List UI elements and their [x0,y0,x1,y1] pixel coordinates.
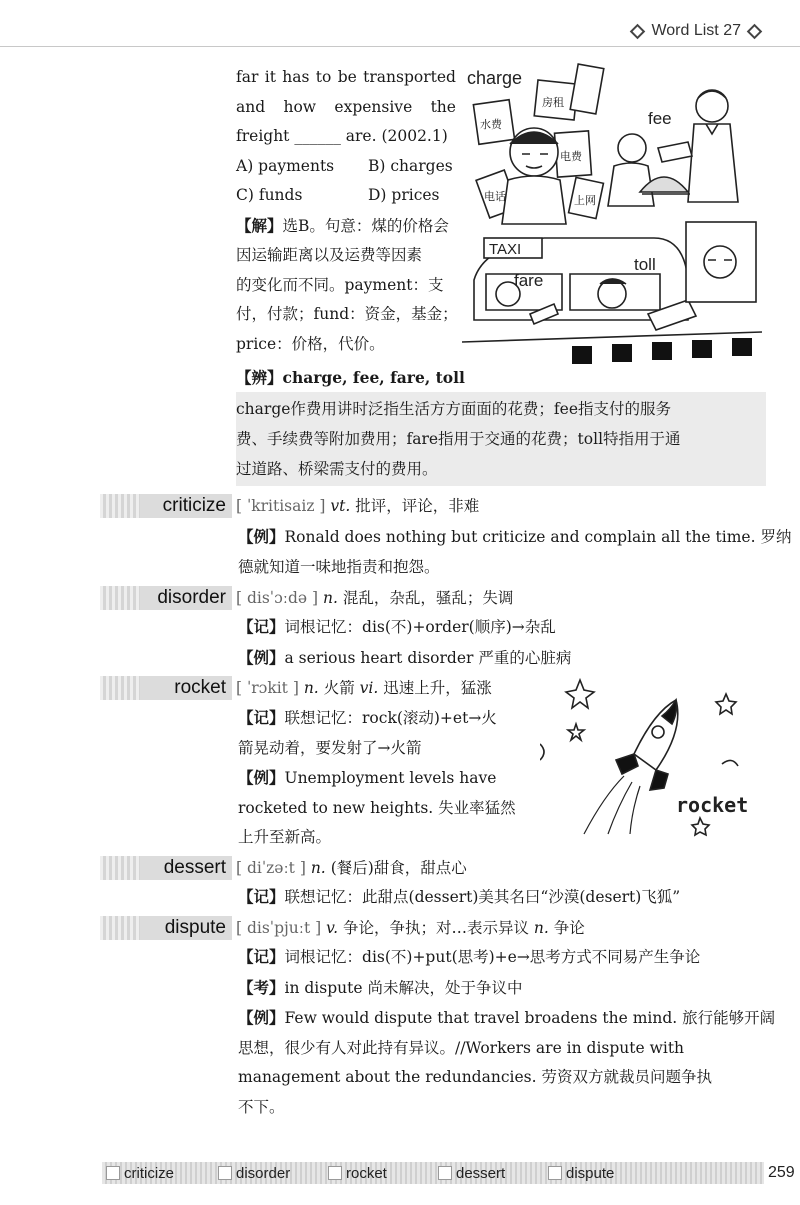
footer-item-dessert: dessert [438,1162,505,1184]
footer-item-disorder: disorder [218,1162,290,1184]
checkbox-icon [328,1166,342,1180]
phonetic: [ disˈpjuːt ] [236,919,322,937]
star-icon [716,694,736,714]
entry-disorder-body: 【记】词根记忆：dis(不)+order(顺序)→杂乱 【例】a serious heart disorder 严重的心脏病 [238,617,572,667]
entry-dispute-header [236,916,585,940]
question-line-1: far it has to be transported [236,68,456,86]
checkbox-icon [106,1166,120,1180]
illus-label-fare: fare [514,271,544,290]
headword-disorder: disorder [100,586,232,610]
phonetic: [ ˈkritisaiz ] [236,497,326,515]
rocket-window [652,726,664,738]
rocket-image-label: rocket [676,793,749,817]
entry-criticize-example: 【例】Ronald does nothing but criticize and complain all the time. 罗纳 德就知道一味地指责和抱怨。 [238,527,792,576]
options-row-2 [236,181,456,211]
question-line-3: freight ______ are. (2002.1) [236,127,448,145]
fees-illustration [462,62,762,368]
entry-criticize-header [236,494,479,518]
part-of-speech: n. [310,859,326,877]
options-row-1 [236,152,456,182]
option-c: C) funds [236,186,303,204]
explanation-line-1: 【解】选B。句意：煤的价格会 [236,215,449,235]
entry-rocket-header [236,676,492,700]
sign-rent: 房租 [542,96,564,109]
definition: 争论，争执；对…表示异议 [342,919,529,937]
comparison-title: 【辨】charge, fee, fare, toll [236,368,465,387]
headword-rocket: rocket [100,676,232,700]
driver-head [598,280,626,308]
phonetic: [ diˈzəːt ] [236,859,306,877]
rocket-fin [650,770,668,790]
toll-collector-head [704,246,736,278]
part-of-speech: n. [322,589,338,607]
star-icon [692,818,709,835]
sign-electric: 电费 [560,150,582,163]
sign-internet: 上网 [574,194,596,207]
option-b: B) charges [368,156,453,175]
definition: 火箭 [323,679,355,697]
diamond-icon [630,23,646,39]
comparison-line-3: 过道路、桥梁需支付的费用。 [236,460,438,478]
checkbox-icon [548,1166,562,1180]
headword-dessert: dessert [100,856,232,880]
part-of-speech: vi. [359,679,379,697]
phonetic: [ disˈɔːdə ] [236,589,319,607]
footer-item-dispute: dispute [548,1162,614,1184]
entry-dessert-body: 【记】联想记忆：此甜点(dessert)美其名曰“沙漠(desert)飞狐” [238,887,681,906]
footer-item-criticize: criticize [106,1162,174,1184]
part-of-speech: v. [326,919,339,937]
explanation-line-5: price：价格，代价。 [236,334,385,353]
rocket-illustration [540,672,770,842]
illus-label-fee: fee [648,109,672,128]
entry-disorder-header [236,586,513,610]
illus-label-toll: toll [634,255,656,274]
part-of-speech: n. [533,919,549,937]
rocket-fin [616,754,638,774]
comparison-line-1: charge作费用讲时泛指生活方方面面的花费；fee指支付的服务 [236,400,671,418]
star-icon [568,724,584,740]
phonetic: [ ˈrɔkit ] [236,679,299,697]
bill-note [658,142,692,162]
headword-dispute: dispute [100,916,232,940]
definition: 争论 [553,919,585,937]
comparison-box [236,392,766,486]
diner-head [618,134,646,162]
illus-label-charge: charge [467,68,523,88]
word-list-title: Word List 27 [651,22,741,39]
checkbox-icon [218,1166,232,1180]
explanation-line-4: 付，付款；fund：资金，基金； [236,305,458,323]
headword-criticize: criticize [100,494,232,518]
question-line-2: and how expensive the [236,97,456,116]
part-of-speech: vt. [330,497,351,515]
sign-phone: 电话 [484,190,506,203]
entry-rocket-body: 【记】联想记忆：rock(滚动)+et→火 箭晃动着，要发射了→火箭 【例】Unemployment levels have rocketed to new heights. 失业率猛然 上升至新高。 [238,708,516,846]
entry-dispute-body: 【记】词根记忆：dis(不)+put(思考)+e→思考方式不同易产生争论 【考】in dispute 尚未解决，处于争议中 【例】Few would dispute that travel broadens the mind. 旅行能够开阔 思想，很少有人对此持有异议。//Workers are in dispute with management about the redundancies. 劳资双方就裁员问题争执 不下。 [238,947,776,1116]
diamond-icon [747,23,763,39]
header-divider [0,46,800,47]
page-header [632,22,760,40]
illus-label-taxi: TAXI [489,241,522,258]
sign-water: 水费 [480,118,502,131]
page-number: 259 [768,1164,795,1181]
definition: 批评，评论，非难 [355,497,480,515]
star-icon [566,680,594,708]
option-a: A) payments [236,156,335,175]
option-d: D) prices [368,186,440,204]
definition: (餐后)甜食，甜点心 [330,859,467,877]
definition: 混乱，杂乱，骚乱；失调 [342,589,514,607]
footer-item-rocket: rocket [328,1162,387,1184]
comparison-line-2: 费、手续费等附加费用；fare指用于交通的花费；toll特指用于通 [236,430,681,448]
explanation-line-3: 的变化而不同。payment：支 [236,275,444,294]
exam-question [236,63,456,359]
footer-word-index [102,1162,764,1184]
definition: 迅速上升，猛涨 [383,679,492,697]
explanation-line-2: 因运输距离以及运费等因素 [236,246,423,264]
checkbox-icon [438,1166,452,1180]
entry-dessert-header [236,856,467,880]
waiter-body [688,124,738,202]
man-body [502,176,566,224]
part-of-speech: n. [303,679,319,697]
